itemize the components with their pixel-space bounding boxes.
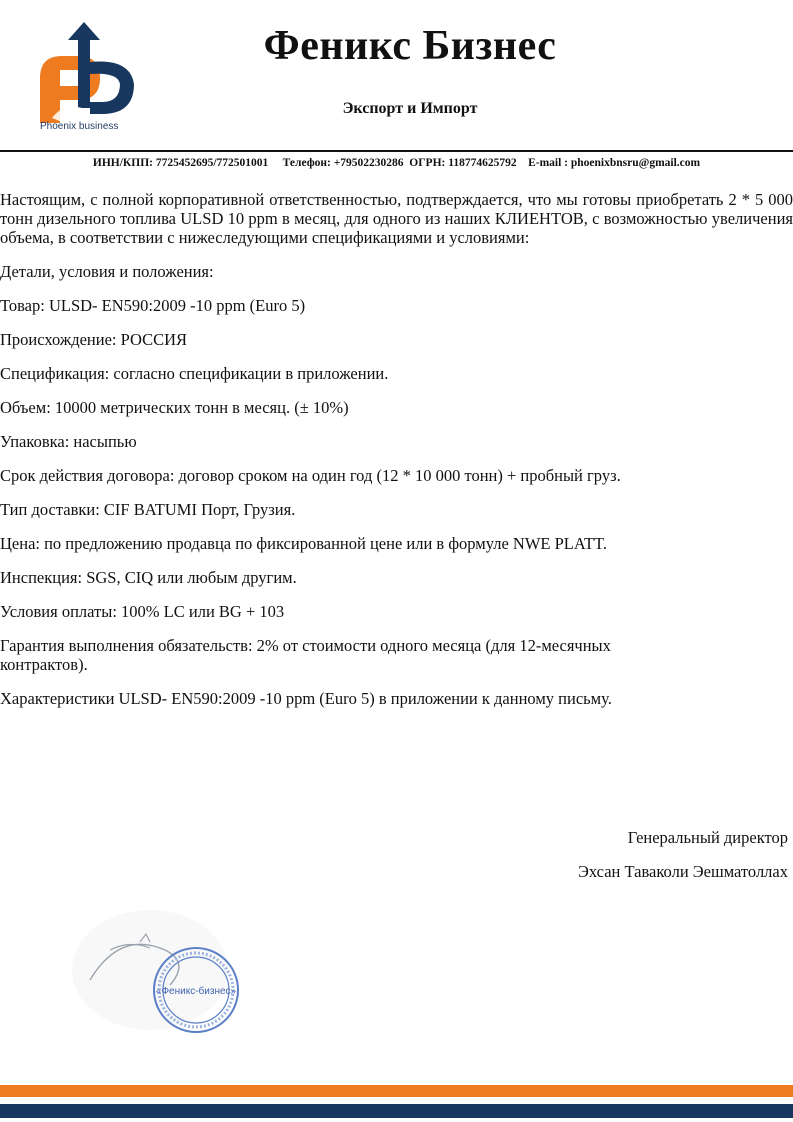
item-price: Цена: по предложению продавца по фиксированной цене или в формуле NWE PLATT. bbox=[0, 534, 608, 553]
item-guarantee: Гарантия выполнения обязательств: 2% от стоимости одного месяца (для 12-месячных контрактов). bbox=[0, 636, 611, 674]
item-characteristics: Характеристики ULSD- EN590:2009 -10 ppm (Euro 5) в приложении к данному письму. bbox=[0, 689, 612, 708]
item-product: Товар: ULSD- EN590:2009 -10 ppm (Euro 5) bbox=[0, 296, 306, 315]
signatory-position: Генеральный директор bbox=[627, 828, 788, 847]
company-stamp-icon bbox=[70, 890, 270, 1050]
phoenix-logo-icon bbox=[30, 18, 150, 138]
header-divider bbox=[0, 150, 793, 152]
letter-body bbox=[0, 190, 793, 723]
item-volume: Объем: 10000 метрических тонн в месяц. (± 10%) bbox=[0, 398, 349, 417]
item-packaging: Упаковка: насыпью bbox=[0, 432, 137, 451]
item-inspection: Инспекция: SGS, CIQ или любым другим. bbox=[0, 568, 297, 587]
item-delivery: Тип доставки: CIF BATUMI Порт, Грузия. bbox=[0, 500, 296, 519]
details-heading: Детали, условия и положения: bbox=[0, 262, 214, 281]
item-contract-term: Срок действия договора: договор сроком на один год (12 * 10 000 тонн) + пробный груз. bbox=[0, 466, 621, 485]
logo-text: Phoenix business bbox=[40, 121, 119, 132]
registration-line: ИНН/КПП: 7725452695/772501001 Телефон: +79502230286 ОГРН: 118774625792 E-mail : phoenixbnsru@gmail.com bbox=[92, 157, 701, 169]
stamp-center-text: «Феникс-бизнес» bbox=[155, 986, 237, 997]
footer-band-orange bbox=[0, 1085, 793, 1097]
footer-band-navy bbox=[0, 1104, 793, 1118]
company-title: Феникс Бизнес bbox=[263, 23, 557, 69]
item-specification: Спецификация: согласно спецификации в приложении. bbox=[0, 364, 389, 383]
intro-paragraph: Настоящим, с полной корпоративной ответственностью, подтверждается, что мы готовы приобретать 2 * 5 000 тонн дизельного топлива ULSD 10 ppm в месяц, для одного из наших КЛИЕНТОВ, с возможностью увеличения объема, в соответствии с нижеследующими спецификациями и условиями: bbox=[0, 190, 793, 247]
company-subtitle: Экспорт и Импорт bbox=[342, 100, 478, 117]
item-payment: Условия оплаты: 100% LC или BG + 103 bbox=[0, 602, 285, 621]
signatory-name: Эхсан Таваколи Эешматоллах bbox=[578, 862, 788, 881]
item-origin: Происхождение: РОССИЯ bbox=[0, 330, 188, 349]
